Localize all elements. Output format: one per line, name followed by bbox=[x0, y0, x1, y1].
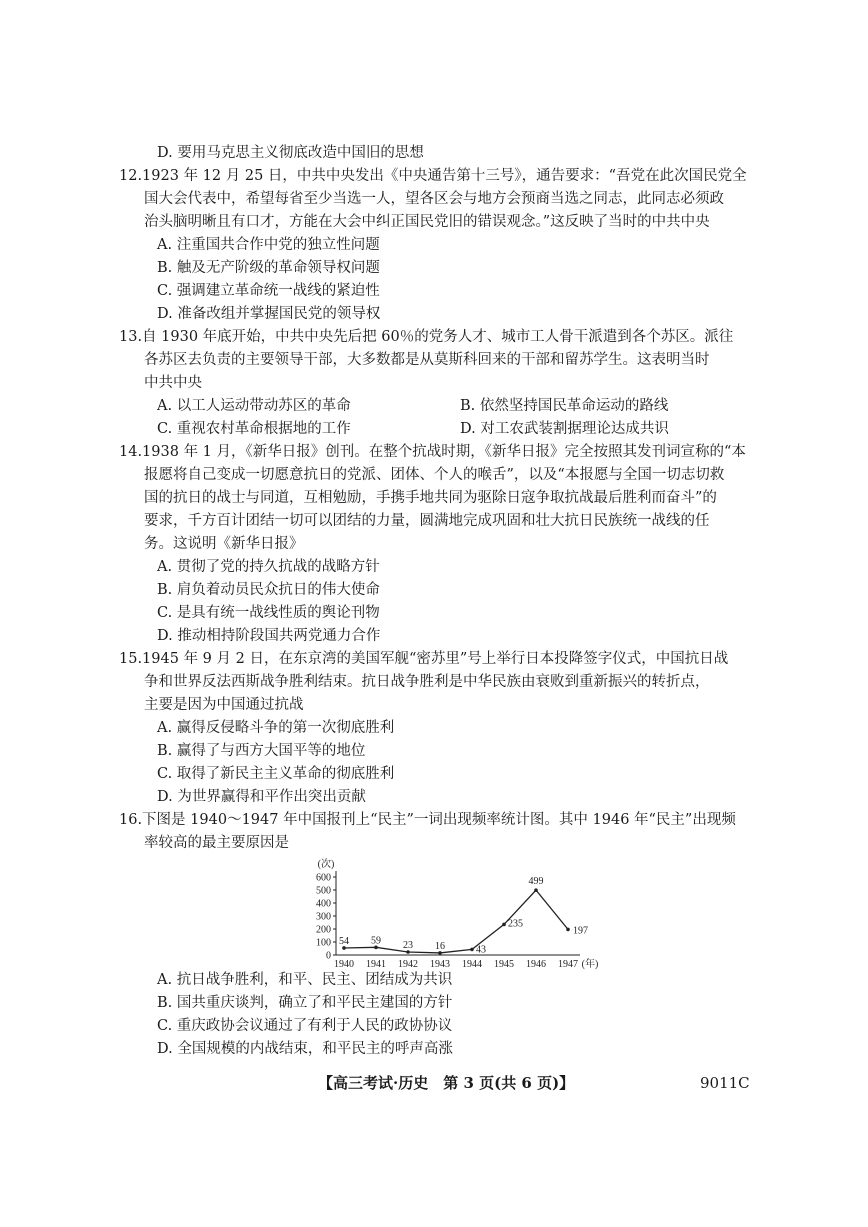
data-point bbox=[534, 888, 538, 892]
q12-option-a: A. 注重国共合作中党的独立性问题 bbox=[157, 237, 380, 253]
data-point bbox=[566, 928, 570, 932]
y-tick-label: 0 bbox=[326, 950, 331, 962]
data-label: 43 bbox=[476, 944, 486, 956]
q12-stem-line: 12.1923 年 12 月 25 日，中共中央发出《中央通告第十三号》，通告要求：“吾党在此次国民党全 bbox=[119, 168, 747, 184]
y-tick-label: 400 bbox=[316, 898, 331, 910]
q13-stem-line: 13.自 1930 年底开始，中共中央先后把 60％的党务人才、城市工人骨干派遣到各个苏区。派往 bbox=[119, 329, 734, 345]
footer-page-info: 【高三考试·历史 第 3 页(共 6 页)】 bbox=[318, 1074, 575, 1092]
q15-option-d: D. 为世界赢得和平作出突出贡献 bbox=[157, 789, 366, 805]
data-label: 23 bbox=[403, 940, 413, 952]
q16-stem-line: 率较高的最主要原因是 bbox=[144, 835, 289, 851]
q16-option-b: B. 国共重庆谈判，确立了和平民主建国的方针 bbox=[157, 995, 453, 1011]
x-axis-label: (年) bbox=[581, 959, 599, 970]
q14-stem-line: 国的抗日的战士与同道，互相勉励，手携手地共同为驱除日寇争取抗战最后胜利而奋斗”的 bbox=[144, 490, 717, 506]
q14-option-a: A. 贯彻了党的持久抗战的战略方针 bbox=[157, 559, 380, 575]
x-tick-label: 1947 bbox=[558, 959, 578, 970]
q15-stem-line: 主要是因为中国通过抗战 bbox=[144, 697, 304, 713]
x-tick-label: 1944 bbox=[462, 959, 482, 970]
data-label: 59 bbox=[371, 935, 381, 947]
y-tick-label: 300 bbox=[316, 911, 331, 923]
x-tick-label: 1940 bbox=[334, 959, 354, 970]
q15-option-c: C. 取得了新民主主义革命的彻底胜利 bbox=[157, 766, 395, 782]
q16-option-a: A. 抗日战争胜利，和平、民主、团结成为共识 bbox=[157, 972, 453, 988]
q14-stem-line: 报愿将自己变成一切愿意抗日的党派、团体、个人的喉舌”，以及“本报愿与全国一切志切救 bbox=[144, 467, 725, 483]
y-axis-label: (次) bbox=[317, 859, 335, 870]
y-tick-label: 200 bbox=[316, 924, 331, 936]
q11-option-d: D. 要用马克思主义彻底改造中国旧的思想 bbox=[157, 145, 424, 161]
y-tick-label: 100 bbox=[316, 937, 331, 949]
q14-stem-line: 要求，千方百计团结一切可以团结的力量，圆满地完成巩固和壮大抗日民族统一战线的任 bbox=[144, 513, 710, 529]
x-tick-label: 1945 bbox=[494, 959, 514, 970]
q14-option-c: C. 是具有统一战线性质的舆论刊物 bbox=[157, 605, 380, 621]
q12-option-c: C. 强调建立革命统一战线的紧迫性 bbox=[157, 283, 380, 299]
data-label: 499 bbox=[528, 876, 544, 888]
data-label: 16 bbox=[435, 940, 445, 952]
x-tick-label: 1946 bbox=[526, 959, 546, 970]
footer-paper-code: 9011C bbox=[700, 1074, 750, 1092]
q13-option-d: D. 对工农武装割据理论达成共识 bbox=[460, 421, 669, 437]
q12-option-d: D. 准备改组并掌握国民党的领导权 bbox=[157, 306, 381, 322]
data-point bbox=[470, 948, 474, 952]
q12-option-b: B. 触及无产阶级的革命领导权问题 bbox=[157, 260, 380, 276]
q15-stem-line: 15.1945 年 9 月 2 日，在东京湾的美国军舰“密苏里”号上举行日本投降签字仪式，中国抗日战 bbox=[119, 651, 729, 667]
data-point bbox=[502, 923, 506, 927]
data-label: 197 bbox=[573, 925, 588, 937]
x-tick-label: 1943 bbox=[430, 959, 450, 970]
q12-stem-line: 治头脑明晰且有口才，方能在大会中纠正国民党旧的错误观念。”这反映了当时的中共中央 bbox=[144, 214, 710, 230]
q13-stem-line: 中共中央 bbox=[144, 375, 202, 391]
q13-stem-line: 各苏区去负责的主要领导干部，大多数都是从莫斯科回来的干部和留苏学生。这表明当时 bbox=[144, 352, 710, 368]
q16-option-d: D. 全国规模的内战结束，和平民主的呼声高涨 bbox=[157, 1041, 453, 1057]
y-tick-label: 500 bbox=[316, 885, 331, 897]
q14-option-b: B. 肩负着动员民众抗日的伟大使命 bbox=[157, 582, 380, 598]
q13-option-c: C. 重视农村革命根据地的工作 bbox=[157, 421, 351, 437]
q14-stem-line: 务。这说明《新华日报》 bbox=[144, 536, 304, 552]
q14-option-d: D. 推动相持阶段国共两党通力合作 bbox=[157, 628, 381, 644]
data-label: 235 bbox=[508, 918, 523, 930]
q15-option-a: A. 赢得反侵略斗争的第一次彻底胜利 bbox=[157, 720, 395, 736]
y-tick-label: 600 bbox=[316, 872, 331, 884]
q15-option-b: B. 赢得了与西方大国平等的地位 bbox=[157, 743, 366, 759]
frequency-line-chart bbox=[290, 855, 599, 970]
q15-stem-line: 争和世界反法西斯战争胜利结束。抗日战争胜利是中华民族由衰败到重新振兴的转折点， bbox=[144, 674, 710, 690]
q16-stem-line: 16.下图是 1940～1947 年中国报刊上“民主”一词出现频率统计图。其中 1946 年“民主”出现频 bbox=[119, 812, 736, 828]
q16-option-c: C. 重庆政协会议通过了有利于人民的政协协议 bbox=[157, 1018, 453, 1034]
q13-option-a: A. 以工人运动带动苏区的革命 bbox=[157, 398, 351, 414]
data-label: 54 bbox=[339, 935, 349, 947]
x-tick-label: 1941 bbox=[366, 959, 386, 970]
q12-stem-line: 国大会代表中，希望每省至少当选一人，望各区会与地方会预商当选之同志，此同志必须政 bbox=[144, 191, 724, 207]
q14-stem-line: 14.1938 年 1 月，《新华日报》创刊。在整个抗战时期，《新华日报》完全按照其发刊词宣称的“本 bbox=[119, 444, 746, 460]
x-tick-label: 1942 bbox=[398, 959, 418, 970]
q13-option-b: B. 依然坚持国民革命运动的路线 bbox=[460, 398, 669, 414]
